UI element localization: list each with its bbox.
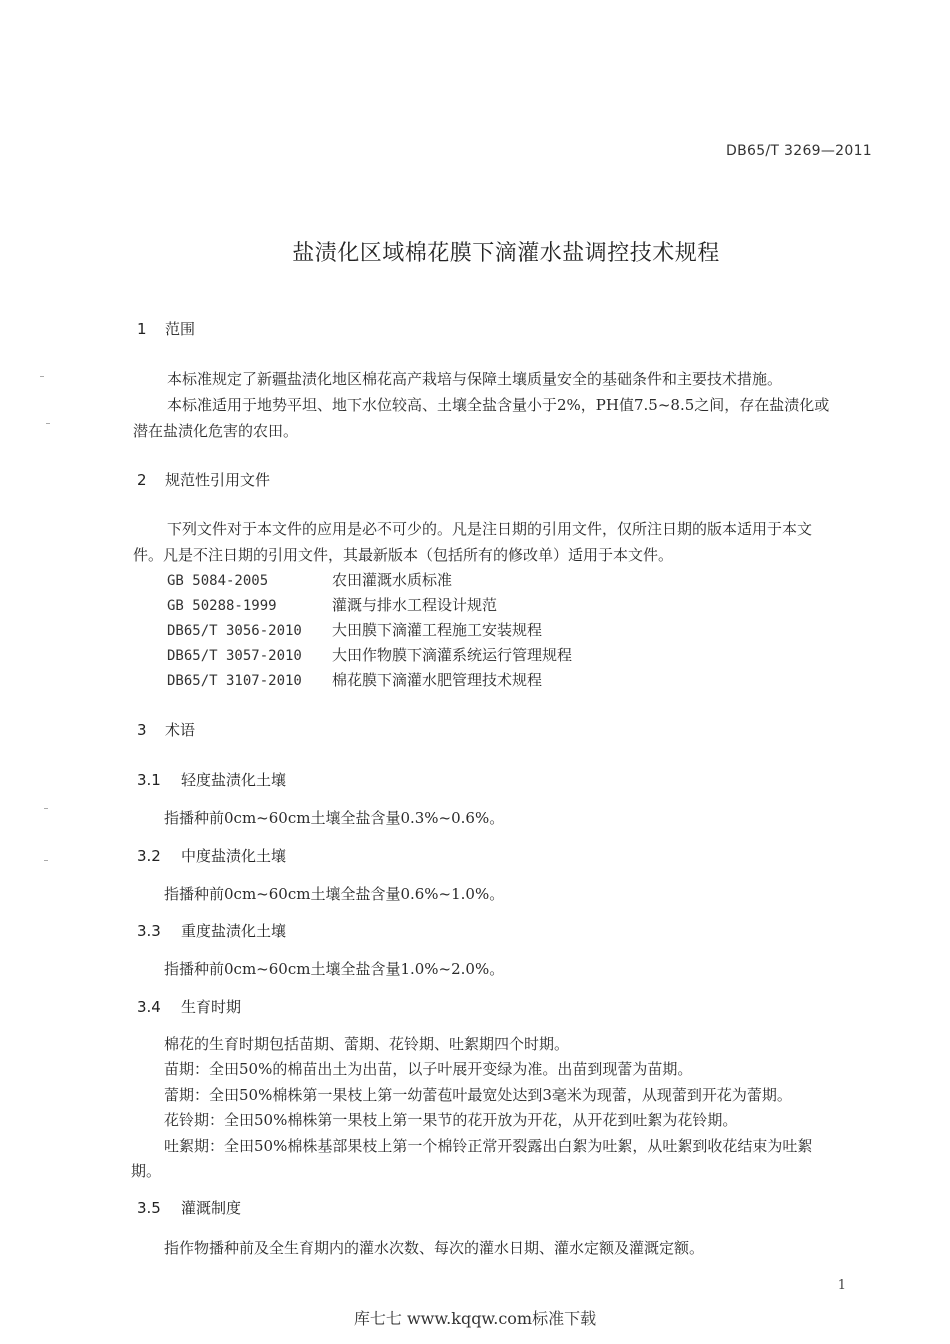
section-number: 1 [137,320,147,338]
reference-code: DB65/T 3056-2010 [167,623,302,639]
section-3-heading [137,719,195,740]
paragraph: 指播种前0cm~60cm土壤全盐含量0.6%~1.0%。 [164,885,505,903]
standard-code: DB65/T 3269—2011 [726,143,872,159]
subsection-heading [137,769,286,790]
section-1-heading [137,318,195,339]
paragraph: 指作物播种前及全生育期内的灌水次数、每次的灌水日期、灌水定额及灌溉定额。 [164,1239,705,1257]
paragraph-line: 蕾期：全田50%棉株第一果枝上第一幼蕾苞叶最宽处达到3毫米为现蕾，从现蕾到开花为蕾期。 [164,1086,792,1104]
paragraph: 指播种前0cm~60cm土壤全盐含量0.3%~0.6%。 [164,809,505,827]
reference-item [167,644,572,665]
section-number: 2 [137,471,147,489]
reference-item [167,619,542,640]
subsection-heading [137,1197,241,1218]
paragraph-line: 棉花的生育时期包括苗期、蕾期、花铃期、吐絮期四个时期。 [164,1035,570,1053]
paragraph-line: 花铃期：全田50%棉株第一果枝上第一果节的花开放为开花，从开花到吐絮为花铃期。 [164,1111,738,1129]
section-2-heading [137,469,270,490]
subsection-number: 3.4 [137,998,161,1016]
page-title: 盐渍化区域棉花膜下滴灌水盐调控技术规程 [292,241,720,266]
page-number: 1 [837,1278,846,1293]
reference-code: DB65/T 3057-2010 [167,648,302,664]
subsection-title: 重度盐渍化土壤 [181,922,287,940]
subsection-title: 中度盐渍化土壤 [181,847,287,865]
section-title: 规范性引用文件 [165,471,271,489]
reference-code: GB 5084-2005 [167,573,269,589]
scan-artifact [46,423,50,424]
watermark-text: 库七七 www.kqqw.com标准下载 [353,1309,597,1328]
scan-artifact [44,808,48,809]
paragraph: 件。凡是不注日期的引用文件，其最新版本（包括所有的修改单）适用于本文件。 [133,546,674,564]
section-number: 3 [137,721,147,739]
reference-item [167,569,452,590]
subsection-heading [137,845,286,866]
reference-item [167,594,497,615]
reference-code: GB 50288-1999 [167,598,277,614]
paragraph: 下列文件对于本文件的应用是必不可少的。凡是注日期的引用文件，仅所注日期的版本适用于本文 [167,520,813,538]
subsection-number: 3.5 [137,1199,161,1217]
subsection-title: 轻度盐渍化土壤 [181,771,287,789]
subsection-number: 3.1 [137,771,161,789]
paragraph-line: 吐絮期：全田50%棉株基部果枝上第一个棉铃正常开裂露出白絮为吐絮，从吐絮到收花结束为吐絮 [164,1137,813,1155]
subsection-number: 3.2 [137,847,161,865]
reference-code: DB65/T 3107-2010 [167,673,302,689]
scan-artifact [44,860,48,861]
paragraph-line: 期。 [131,1162,162,1180]
paragraph-line: 苗期：全田50%的棉苗出土为出苗，以子叶展开变绿为准。出苗到现蕾为苗期。 [164,1060,693,1078]
reference-title: 农田灌溉水质标准 [332,571,453,589]
subsection-title: 生育时期 [181,998,242,1016]
reference-title: 棉花膜下滴灌水肥管理技术规程 [332,671,543,689]
subsection-title: 灌溉制度 [181,1199,242,1217]
section-title: 术语 [165,721,196,739]
subsection-heading [137,996,241,1017]
subsection-number: 3.3 [137,922,161,940]
paragraph: 本标准规定了新疆盐渍化地区棉花高产栽培与保障土壤质量安全的基础条件和主要技术措施。 [167,370,783,388]
scan-artifact [40,376,44,377]
section-title: 范围 [165,320,196,338]
paragraph: 本标准适用于地势平坦、地下水位较高、土壤全盐含量小于2%，PH值7.5~8.5之间，存在盐渍化或 [167,396,830,414]
paragraph: 潜在盐渍化危害的农田。 [133,422,299,440]
reference-item [167,669,542,690]
reference-title: 灌溉与排水工程设计规范 [332,596,498,614]
reference-title: 大田作物膜下滴灌系统运行管理规程 [332,646,573,664]
subsection-heading [137,920,286,941]
reference-title: 大田膜下滴灌工程施工安装规程 [332,621,543,639]
paragraph: 指播种前0cm~60cm土壤全盐含量1.0%~2.0%。 [164,960,505,978]
